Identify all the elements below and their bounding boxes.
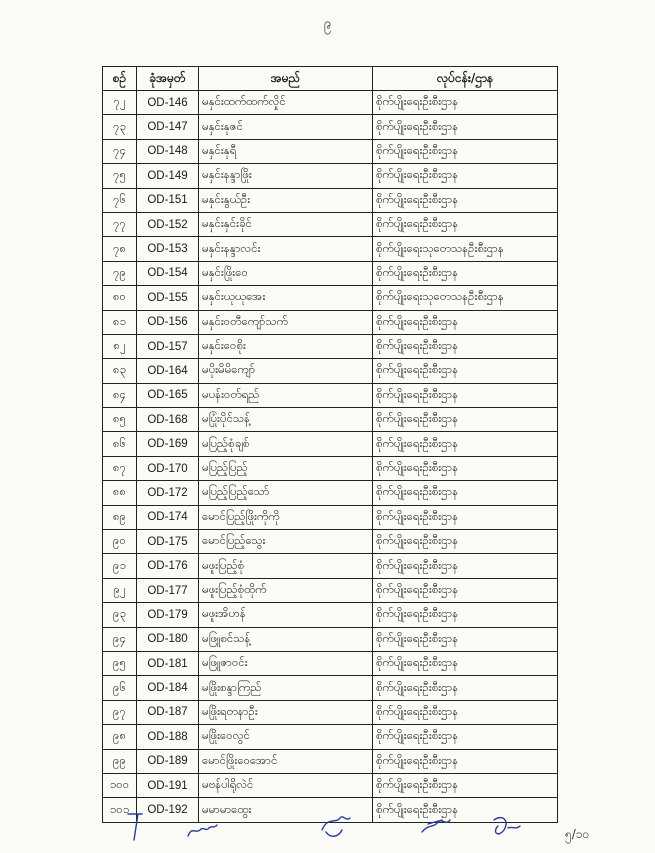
cell-reg: OD-179: [137, 603, 199, 627]
cell-name: မနှင်းနန္ဒာဖြိုး: [199, 164, 373, 188]
cell-reg: OD-184: [137, 676, 199, 700]
cell-no: ၉၆: [103, 676, 137, 700]
cell-no: ၈၉: [103, 505, 137, 529]
cell-reg: OD-165: [137, 383, 199, 407]
cell-reg: OD-156: [137, 310, 199, 334]
table-row: [103, 627, 558, 651]
header-reg: ခုံအမှတ်: [137, 67, 199, 91]
table-row: [103, 432, 558, 456]
table-row: [103, 261, 558, 285]
cell-no: ၉၃: [103, 603, 137, 627]
cell-reg: OD-151: [137, 188, 199, 212]
handwritten-signatures: [0, 812, 655, 852]
cell-name: မဖြိုးစန္ဒာကြည်: [199, 676, 373, 700]
cell-name: မဖြိုးရတနာဦး: [199, 700, 373, 724]
table-row: [103, 212, 558, 236]
cell-name: မဖြိုးဝေလွင်: [199, 725, 373, 749]
cell-reg: OD-187: [137, 700, 199, 724]
cell-dept: စိုက်ပျိုးရေးဦးစီးဌာန: [373, 91, 558, 115]
cell-no: ၈၂: [103, 334, 137, 358]
cell-reg: OD-153: [137, 237, 199, 261]
table-row: [103, 188, 558, 212]
table-row: [103, 286, 558, 310]
table-row: [103, 676, 558, 700]
cell-dept: စိုက်ပျိုးရေးဦးစီးဌာန: [373, 700, 558, 724]
cell-no: ၈၄: [103, 383, 137, 407]
cell-reg: OD-168: [137, 408, 199, 432]
signature-mark-3: [322, 817, 350, 836]
table-row: [103, 310, 558, 334]
cell-dept: စိုက်ပျိုးရေးဦးစီးဌာန: [373, 115, 558, 139]
roster-table: [102, 66, 558, 823]
table-body: [103, 91, 558, 823]
cell-no: ၇၇: [103, 212, 137, 236]
cell-no: ၉၅: [103, 651, 137, 675]
cell-no: ၈၅: [103, 408, 137, 432]
cell-dept: စိုက်ပျိုးရေးဦးစီးဌာန: [373, 359, 558, 383]
cell-reg: OD-147: [137, 115, 199, 139]
cell-reg: OD-157: [137, 334, 199, 358]
cell-dept: စိုက်ပျိုးရေးဦးစီးဌာန: [373, 651, 558, 675]
cell-reg: OD-176: [137, 554, 199, 578]
cell-dept: စိုက်ပျိုးရေးဦးစီးဌာန: [373, 773, 558, 797]
cell-reg: OD-177: [137, 578, 199, 602]
cell-dept: စိုက်ပျိုးရေးဦးစီးဌာန: [373, 188, 558, 212]
table-row: [103, 700, 558, 724]
table-row: [103, 359, 558, 383]
cell-dept: စိုက်ပျိုးရေးဦးစီးဌာန: [373, 505, 558, 529]
cell-name: မနှင်းထက်ထက်လှိုင်: [199, 91, 373, 115]
table-row: [103, 554, 558, 578]
table-row: [103, 603, 558, 627]
table-row: [103, 237, 558, 261]
cell-dept: စိုက်ပျိုးရေးဦးစီးဌာန: [373, 749, 558, 773]
cell-name: မနှင်းနွယ်ဦး: [199, 188, 373, 212]
cell-no: ၇၅: [103, 164, 137, 188]
table-row: [103, 749, 558, 773]
signature-mark-2: [188, 825, 217, 836]
cell-name: မပြည့်ပြည့်: [199, 456, 373, 480]
cell-no: ၉၄: [103, 627, 137, 651]
cell-name: မပန်းဝတ်ရည်: [199, 383, 373, 407]
cell-dept: စိုက်ပျိုးရေးဦးစီးဌာန: [373, 578, 558, 602]
table-row: [103, 334, 558, 358]
cell-name: မဗန်ပါရိုလဲင်: [199, 773, 373, 797]
cell-no: ၈၀: [103, 286, 137, 310]
cell-dept: စိုက်ပျိုးရေးဦးစီးဌာန: [373, 725, 558, 749]
cell-reg: OD-146: [137, 91, 199, 115]
cell-name: မောင်ပြည့်သွေး: [199, 530, 373, 554]
cell-no: ၉၈: [103, 725, 137, 749]
cell-name: မောင်ပြည့်ဖြိုးကိုကို: [199, 505, 373, 529]
cell-reg: OD-164: [137, 359, 199, 383]
cell-reg: OD-181: [137, 651, 199, 675]
cell-dept: စိုက်ပျိုးရေးဦးစီးဌာန: [373, 676, 558, 700]
cell-name: မောင်ဖြိုးဝေအောင်: [199, 749, 373, 773]
cell-name: မနှင်းနှင်းခိုင်: [199, 212, 373, 236]
cell-name: မပြုံးပိုင်သန့်: [199, 408, 373, 432]
cell-no: ၉၂: [103, 578, 137, 602]
cell-reg: OD-169: [137, 432, 199, 456]
table-row: [103, 530, 558, 554]
table-row: [103, 456, 558, 480]
cell-name: မနှင်းဝေစိုး: [199, 334, 373, 358]
cell-no: ၈၆: [103, 432, 137, 456]
cell-no: ၈၁: [103, 310, 137, 334]
cell-dept: စိုက်ပျိုးရေးဦးစီးဌာန: [373, 798, 558, 822]
cell-no: ၇၃: [103, 115, 137, 139]
header-no: စဉ်: [103, 67, 137, 91]
cell-no: ၉၁: [103, 554, 137, 578]
cell-name: မဖူးပြည့်စုံထိုက်: [199, 578, 373, 602]
cell-name: မနှင်းယုယုအေး: [199, 286, 373, 310]
cell-reg: OD-148: [137, 139, 199, 163]
header-dept: လုပ်ငန်း/ဌာန: [373, 67, 558, 91]
table-row: [103, 383, 558, 407]
table-row: [103, 725, 558, 749]
cell-reg: OD-175: [137, 530, 199, 554]
cell-reg: OD-174: [137, 505, 199, 529]
cell-dept: စိုက်ပျိုးရေးဦးစီးဌာန: [373, 432, 558, 456]
cell-reg: OD-149: [137, 164, 199, 188]
cell-name: မဖြူဇာဝင်း: [199, 651, 373, 675]
table-row: [103, 773, 558, 797]
cell-dept: စိုက်ပျိုးရေးဦးစီးဌာန: [373, 139, 558, 163]
cell-name: မနှင်းဖြိုးဝေ: [199, 261, 373, 285]
cell-no: ၈၇: [103, 456, 137, 480]
cell-no: ၇၆: [103, 188, 137, 212]
cell-name: မနှင်းနန္ဒာလင်း: [199, 237, 373, 261]
cell-name: မပိုးမိမိကျော်: [199, 359, 373, 383]
cell-reg: OD-155: [137, 286, 199, 310]
cell-reg: OD-191: [137, 773, 199, 797]
signature-area: [0, 812, 655, 852]
cell-name: မနှင်းဝတီကျော်သက်: [199, 310, 373, 334]
cell-dept: စိုက်ပျိုးရေးသုတေသနဦးစီးဌာန: [373, 286, 558, 310]
cell-reg: OD-170: [137, 456, 199, 480]
cell-dept: စိုက်ပျိုးရေးဦးစီးဌာန: [373, 212, 558, 236]
cell-reg: OD-192: [137, 798, 199, 822]
cell-reg: OD-152: [137, 212, 199, 236]
cell-name: မပြည့်စုံချစ်: [199, 432, 373, 456]
cell-reg: OD-188: [137, 725, 199, 749]
cell-dept: စိုက်ပျိုးရေးဦးစီးဌာန: [373, 530, 558, 554]
signature-mark-5: [494, 818, 520, 834]
cell-name: မဖူးအိဟန်: [199, 603, 373, 627]
table-row: [103, 139, 558, 163]
cell-dept: စိုက်ပျိုးရေးဦးစီးဌာန: [373, 627, 558, 651]
cell-no: ၉၉: [103, 749, 137, 773]
signature-mark-4: [422, 820, 450, 832]
cell-no: ၉၇: [103, 700, 137, 724]
table-row: [103, 115, 558, 139]
footer-note: ၅/၁၀: [565, 827, 590, 841]
cell-name: မဖြူစင်သန့်: [199, 627, 373, 651]
cell-dept: စိုက်ပျိုးရေးဦးစီးဌာန: [373, 334, 558, 358]
cell-reg: OD-180: [137, 627, 199, 651]
cell-dept: စိုက်ပျိုးရေးဦးစီးဌာန: [373, 310, 558, 334]
cell-no: ၇၉: [103, 261, 137, 285]
table-row: [103, 578, 558, 602]
table-row: [103, 481, 558, 505]
cell-no: ၁၀၀: [103, 773, 137, 797]
cell-dept: စိုက်ပျိုးရေးဦးစီးဌာန: [373, 408, 558, 432]
table-header-row: [103, 67, 558, 91]
cell-dept: စိုက်ပျိုးရေးဦးစီးဌာန: [373, 481, 558, 505]
cell-name: မနှင်းနုရီ: [199, 139, 373, 163]
cell-name: မမာမာထွေး: [199, 798, 373, 822]
cell-dept: စိုက်ပျိုးရေးဦးစီးဌာန: [373, 456, 558, 480]
table-row: [103, 505, 558, 529]
cell-no: ၇၈: [103, 237, 137, 261]
cell-dept: စိုက်ပျိုးရေးဦးစီးဌာန: [373, 603, 558, 627]
cell-no: ၁၀၁: [103, 798, 137, 822]
cell-dept: စိုက်ပျိုးရေးဦးစီးဌာန: [373, 383, 558, 407]
cell-reg: OD-172: [137, 481, 199, 505]
signature-mark-1: [128, 814, 142, 840]
table-row: [103, 91, 558, 115]
table-row: [103, 651, 558, 675]
header-name: အမည်: [199, 67, 373, 91]
cell-no: ၉၀: [103, 530, 137, 554]
cell-reg: OD-189: [137, 749, 199, 773]
cell-no: ၇၂: [103, 91, 137, 115]
table-row: [103, 164, 558, 188]
page-number: ၉: [323, 16, 332, 32]
cell-reg: OD-154: [137, 261, 199, 285]
cell-no: ၈၃: [103, 359, 137, 383]
cell-no: ၇၄: [103, 139, 137, 163]
cell-name: မနှင်းနုဇင်: [199, 115, 373, 139]
cell-dept: စိုက်ပျိုးရေးဦးစီးဌာန: [373, 261, 558, 285]
cell-dept: စိုက်ပျိုးရေးဦးစီးဌာန: [373, 554, 558, 578]
cell-name: မပြည့်ပြည့်သော်: [199, 481, 373, 505]
cell-no: ၈၈: [103, 481, 137, 505]
cell-name: မဖူးပြည့်စုံ: [199, 554, 373, 578]
cell-dept: စိုက်ပျိုးရေးဦးစီးဌာန: [373, 164, 558, 188]
cell-dept: စိုက်ပျိုးရေးသုတေသနဦးစီးဌာန: [373, 237, 558, 261]
table-row: [103, 408, 558, 432]
